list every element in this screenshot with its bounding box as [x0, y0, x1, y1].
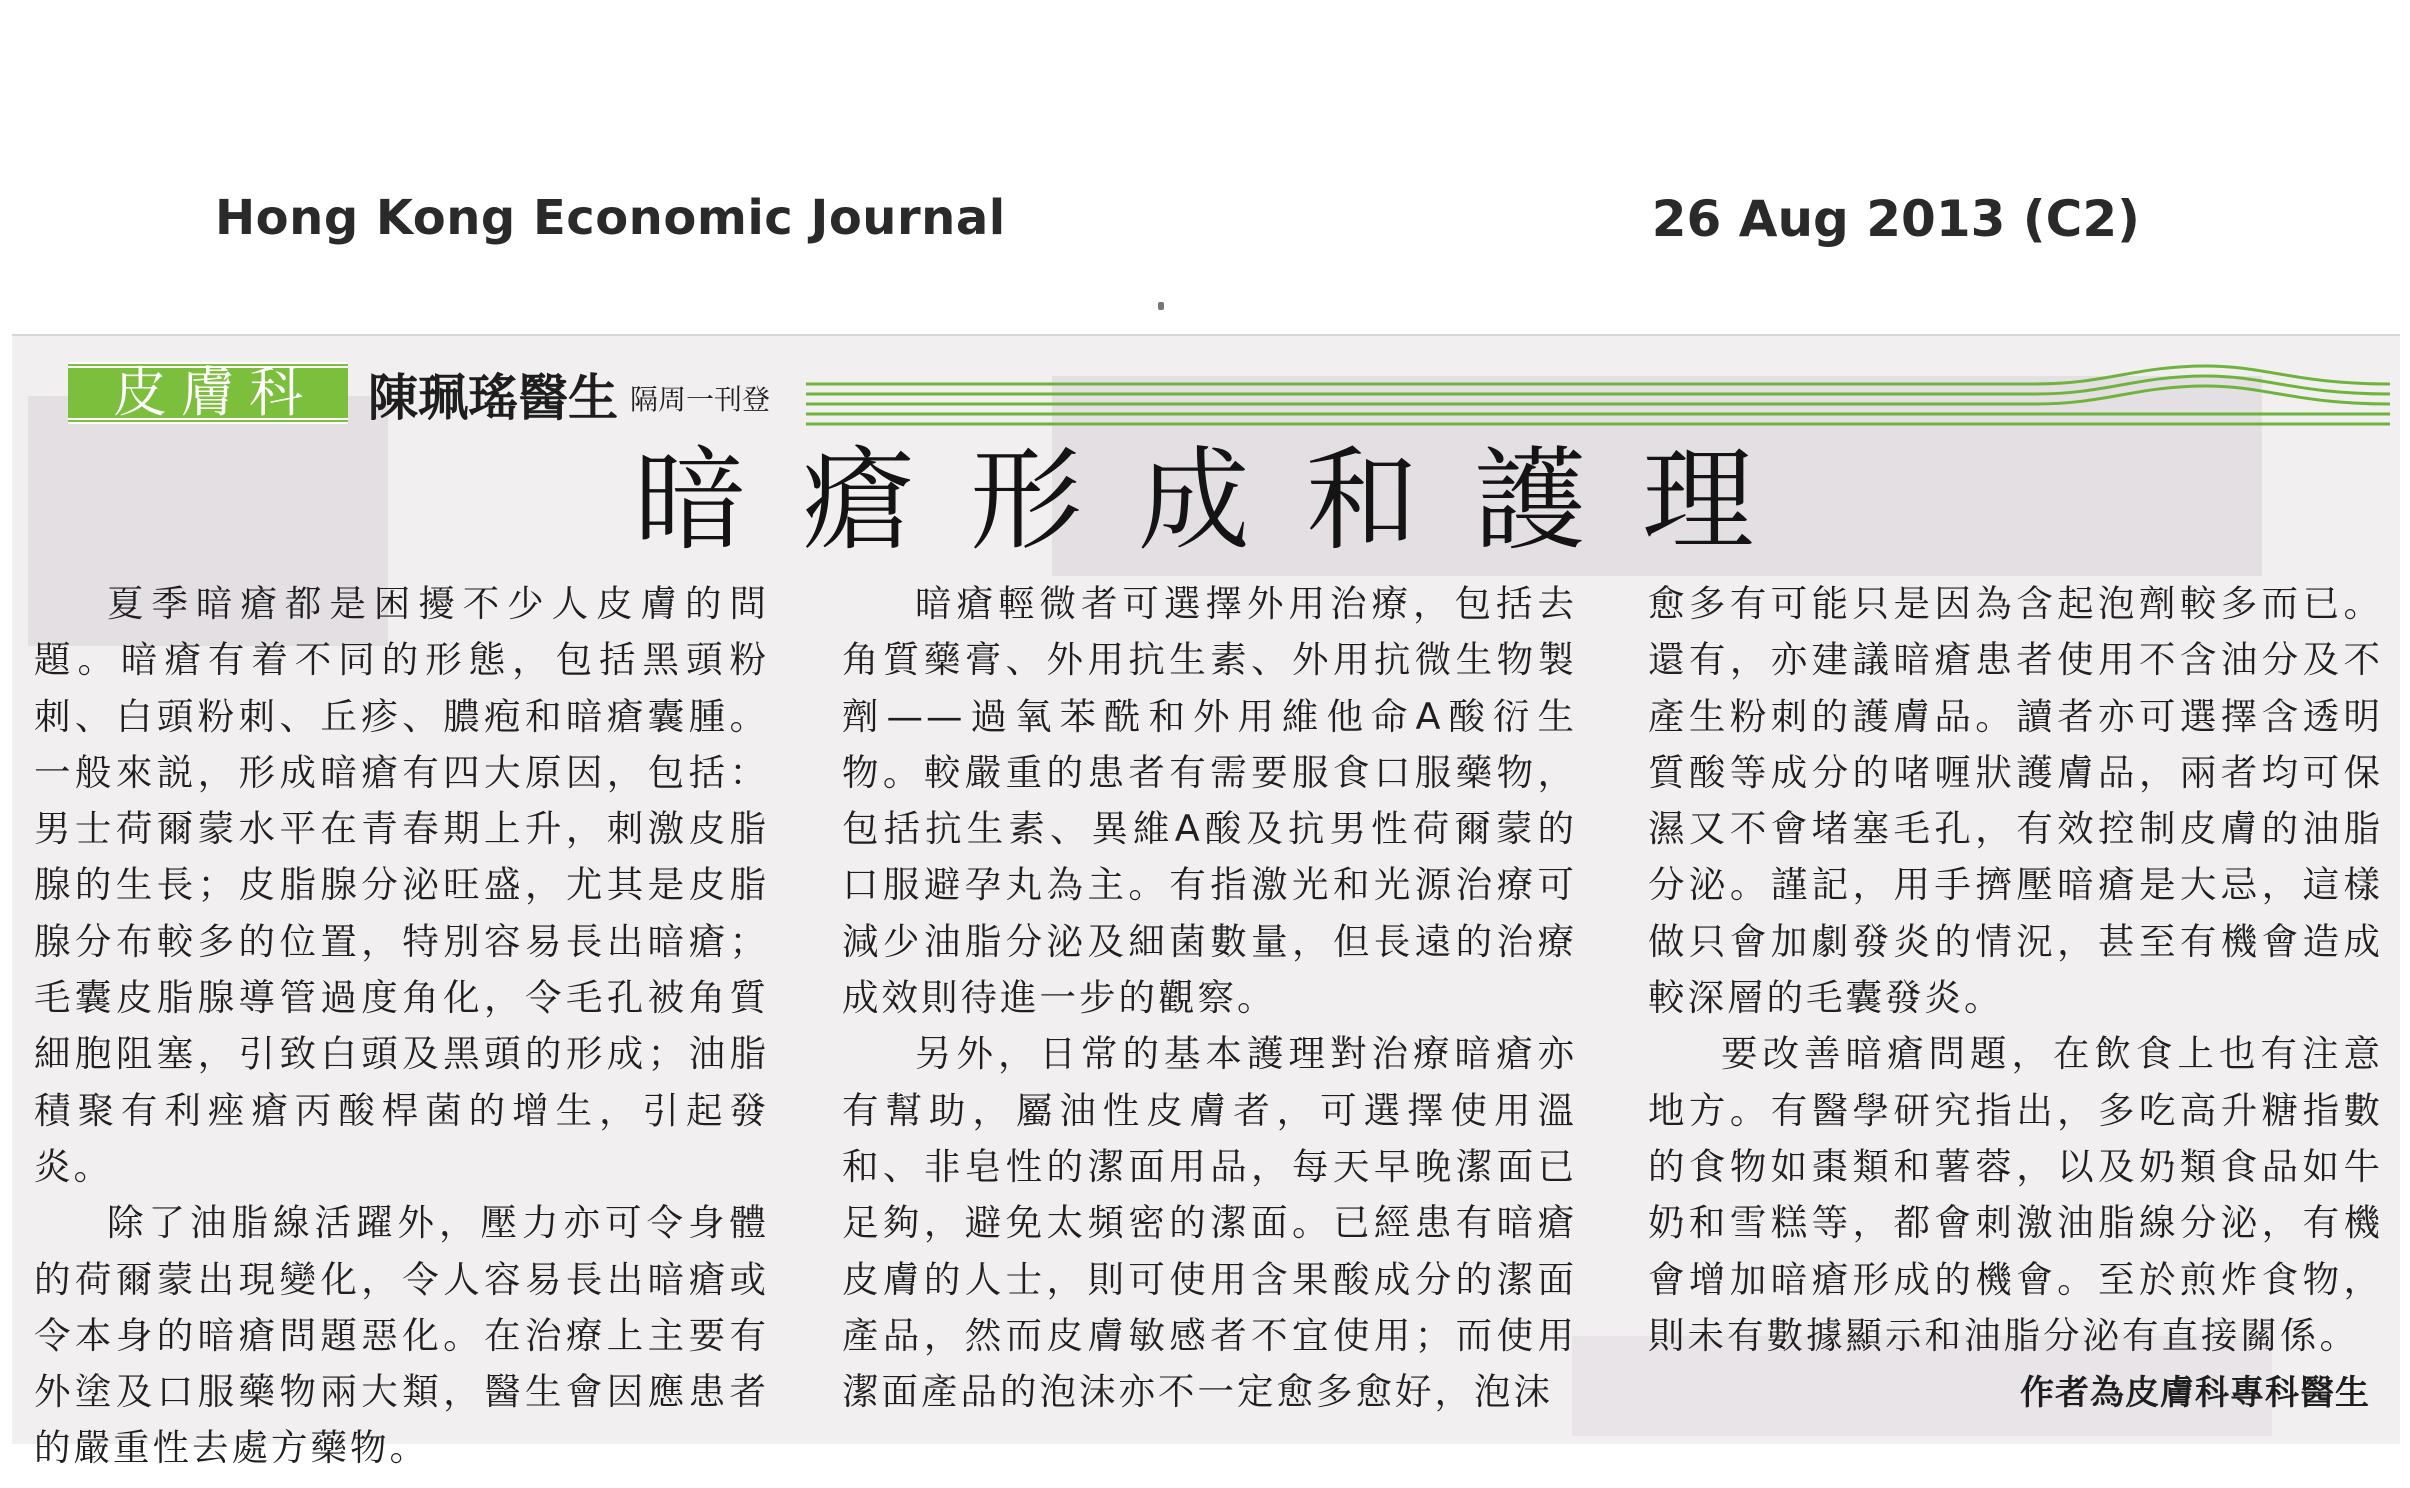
- scan-speck: [1158, 302, 1164, 310]
- publication-name: Hong Kong Economic Journal: [215, 190, 1006, 246]
- article-column-2: [842, 576, 1577, 1420]
- decorative-wave-lines: [806, 358, 2390, 438]
- article-title: 暗瘡形成和護理: [634, 436, 1810, 566]
- paragraph: 愈多有可能只是因為含起泡劑較多而已。還有，亦建議暗瘡患者使用不含油分及不產生粉刺的護膚品。讀者亦可選擇含透明質酸等成分的啫喱狀護膚品，兩者均可保濕又不會堵塞毛孔，有效控制皮膚的油脂分泌。謹記，用手擠壓暗瘡是大忌，這樣做只會加劇發炎的情況，甚至有機會造成較深層的毛囊發炎。: [1648, 582, 2383, 1020]
- column-tag-badge: [68, 362, 348, 424]
- article-column-3: [1648, 576, 2383, 1364]
- publication-date: 26 Aug 2013 (C2): [1651, 190, 2140, 248]
- paragraph: 要改善暗瘡問題，在飲食上也有注意地方。有醫學研究指出，多吃高升糖指數的食物如棗類和薯蓉，以及奶類食品如牛奶和雪糕等，都會刺激油脂線分泌，有機會增加暗瘡形成的機會。至於煎炸食物，則未有數據顯示和油脂分泌有直接關係。: [1648, 1032, 2383, 1357]
- paragraph: 除了油脂線活躍外，壓力亦可令身體的荷爾蒙出現變化，令人容易長出暗瘡或令本身的暗瘡問題惡化。在治療上主要有外塗及口服藥物兩大類，醫生會因應患者的嚴重性去處方藥物。: [34, 1201, 769, 1470]
- article-column-1: [34, 576, 769, 1477]
- newspaper-clipping: [12, 334, 2400, 1470]
- paragraph: 暗瘡輕微者可選擇外用治療，包括去角質藥膏、外用抗生素、外用抗微生物製劑——過氧苯酰和外用維他命A酸衍生物。較嚴重的患者有需要服食口服藥物，包括抗生素、異維A酸及抗男性荷爾蒙的口服避孕丸為主。有指激光和光源治療可減少油脂分泌及細菌數量，但長遠的治療成效則待進一步的觀察。: [842, 582, 1577, 1020]
- author-name: 陳珮瑤醫生: [368, 369, 618, 427]
- paragraph: 另外，日常的基本護理對治療暗瘡亦有幫助，屬油性皮膚者，可選擇使用溫和、非皂性的潔面用品，每天早晚潔面已足夠，避免太頻密的潔面。已經患有暗瘡皮膚的人士，則可使用含果酸成分的潔面產品，然而皮膚敏感者不宜使用；而使用潔面產品的泡沫亦不一定愈多愈好，泡沫: [842, 1032, 1577, 1414]
- publication-frequency: 隔周一刊登: [630, 383, 771, 416]
- column-tag-label: 皮膚科: [113, 361, 317, 424]
- paragraph: 夏季暗瘡都是困擾不少人皮膚的問題。暗瘡有着不同的形態，包括黑頭粉刺、白頭粉刺、丘疹、膿疱和暗瘡囊腫。一般來説，形成暗瘡有四大原因，包括：男士荷爾蒙水平在青春期上升，刺激皮脂腺的生長；皮脂腺分泌旺盛，尤其是皮脂腺分布較多的位置，特別容易長出暗瘡；毛囊皮脂腺導管過度角化，令毛孔被角質細胞阻塞，引致白頭及黑頭的形成；油脂積聚有利痤瘡丙酸桿菌的增生，引起發炎。: [34, 582, 769, 1188]
- author-byline: 作者為皮膚科專科醫生: [2020, 1373, 2370, 1413]
